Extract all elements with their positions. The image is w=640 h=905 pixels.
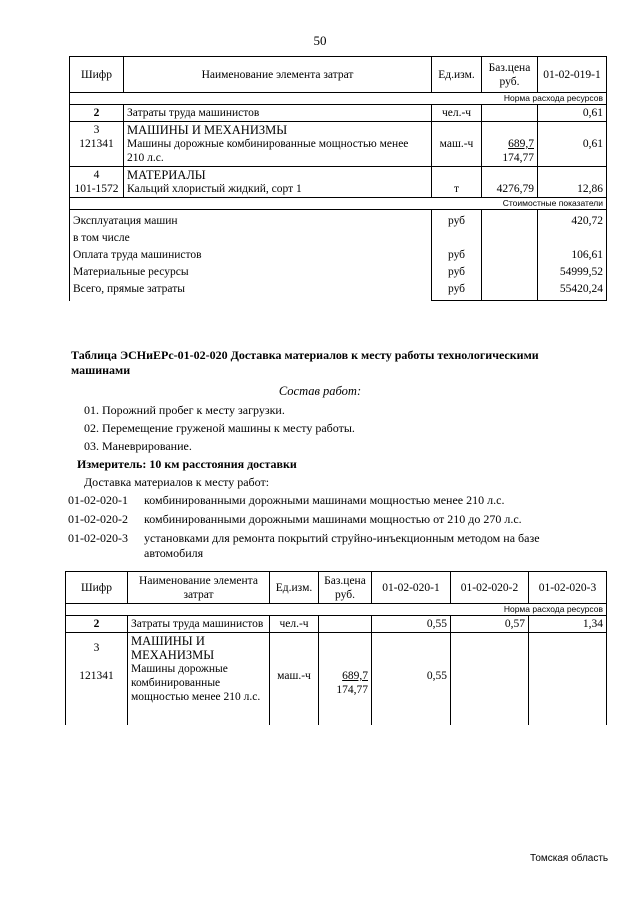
- t2-machines-name: Машины дорожные комбинированные мощностью менее 210 л.с.: [131, 663, 261, 703]
- t2-labor-name: Затраты труда машинистов: [128, 616, 270, 633]
- t2-norm-note: Норма расхода ресурсов: [66, 604, 607, 616]
- materials-shifr-cell: [70, 167, 124, 198]
- footer-region: Томская область: [530, 853, 609, 864]
- cost-label-3: Материальные ресурсы: [73, 266, 189, 278]
- materials-code: 101-1572: [74, 183, 119, 195]
- t2-labor-num: 2: [66, 616, 128, 633]
- t2-header-code-3: 01-02-020-3: [529, 572, 607, 604]
- variant-text-2: комбинированными дорожными машинами мощностью от 210 до 270 л.с.: [144, 512, 522, 526]
- labor-value: 0,61: [538, 105, 607, 122]
- machines-price-cell: [482, 122, 538, 167]
- t2-header-shifr: Шифр: [66, 572, 128, 604]
- cost-unit-1: [435, 231, 478, 248]
- t2-machines-v3: [529, 633, 607, 725]
- header-price: Баз.цена руб.: [482, 57, 538, 93]
- cost-labels-cell: [70, 210, 432, 301]
- cost-value-2: 106,61: [571, 249, 603, 261]
- cost-value-1: [541, 231, 603, 248]
- t2-machines-price-cell: [319, 633, 372, 725]
- materials-num: 4: [93, 169, 100, 181]
- cost-value-0: 420,72: [571, 215, 603, 227]
- machines-name: Машины дорожные комбинированные мощностью менее 210 л.с.: [127, 138, 409, 164]
- variant-code-3: 01-02-020-3: [68, 531, 128, 545]
- section-title: Таблица ЭСНиЕРс-01-02-020 Доставка материалов к месту работы технологическими машинами: [71, 348, 539, 377]
- cost-unit-2: руб: [447, 249, 466, 261]
- delivery-intro: Доставка материалов к месту работ:: [84, 475, 270, 489]
- t2-machines-price-1: 689,7: [342, 670, 368, 682]
- cost-price-empty: [482, 210, 538, 301]
- header-code: 01-02-019-1: [538, 57, 607, 93]
- variant-code-2: 01-02-020-2: [68, 512, 128, 526]
- labor-num: 2: [70, 105, 124, 122]
- materials-unit: т: [432, 167, 482, 198]
- work-item-3: 03. Маневрирование.: [84, 439, 192, 453]
- t2-machines-title: МАШИНЫ И МЕХАНИЗМЫ: [131, 634, 215, 662]
- machines-value: 0,61: [538, 122, 607, 167]
- cost-value-3: 54999,52: [559, 266, 603, 278]
- variant-text-1: комбинированными дорожными машинами мощностью менее 210 л.с.: [144, 493, 505, 507]
- t2-machines-price-2: 174,77: [336, 684, 368, 696]
- norm-note: Норма расхода ресурсов: [70, 93, 607, 105]
- cost-label-2: Оплата труда машинистов: [73, 249, 202, 261]
- t2-labor-v1: 0,55: [372, 616, 451, 633]
- t2-machines-v2: [451, 633, 529, 725]
- t2-machines-name-cell: [128, 633, 270, 725]
- machines-code: 121341: [79, 138, 114, 150]
- page-number: 50: [313, 33, 327, 48]
- labor-unit: чел.-ч: [432, 105, 482, 122]
- header-shifr: Шифр: [70, 57, 124, 93]
- t2-labor-v2: 0,57: [451, 616, 529, 633]
- cost-units-cell: [432, 210, 482, 301]
- labor-name: Затраты труда машинистов: [124, 105, 432, 122]
- t2-labor-price: [319, 616, 372, 633]
- machines-title: МАШИНЫ И МЕХАНИЗМЫ: [127, 123, 288, 137]
- t2-machines-unit: маш.-ч: [270, 633, 319, 725]
- cost-label-4: Всего, прямые затраты: [73, 283, 185, 295]
- machines-price-1: 689,7: [508, 138, 534, 150]
- machines-unit: маш.-ч: [432, 122, 482, 167]
- machines-name-cell: [124, 122, 432, 167]
- machines-price-2: 174,77: [502, 152, 534, 164]
- resource-table-2: [65, 571, 607, 725]
- materials-name-cell: [124, 167, 432, 198]
- header-name: Наименование элемента затрат: [124, 57, 432, 93]
- variant-text-3: установками для ремонта покрытий струйно-инъекционным методом на базе автомобиля: [144, 531, 540, 560]
- work-item-2: 02. Перемещение груженой машины к месту работы.: [84, 421, 355, 435]
- cost-label-1: в том числе: [73, 232, 130, 244]
- t2-machines-num: 3: [93, 642, 100, 654]
- t2-header-code-2: 01-02-020-2: [451, 572, 529, 604]
- cost-values-cell: [538, 210, 607, 301]
- cost-unit-4: руб: [447, 283, 466, 295]
- materials-value: 12,86: [538, 167, 607, 198]
- t2-machines-code: 121341: [79, 670, 114, 682]
- header-unit: Ед.изм.: [432, 57, 482, 93]
- t2-machines-shifr-cell: [66, 633, 128, 725]
- t2-header-name: Наименование элемента затрат: [128, 572, 270, 604]
- machines-shifr-cell: [70, 122, 124, 167]
- t2-header-unit: Ед.изм.: [270, 572, 319, 604]
- cost-unit-3: руб: [447, 266, 466, 278]
- materials-title: МАТЕРИАЛЫ: [127, 168, 206, 182]
- measurer: Измеритель: 10 км расстояния доставки: [77, 457, 297, 471]
- variant-code-1: 01-02-020-1: [68, 493, 128, 507]
- materials-name: Кальций хлористый жидкий, сорт 1: [127, 183, 302, 195]
- cost-label-0: Эксплуатация машин: [73, 215, 178, 227]
- work-composition-heading: Состав работ:: [278, 384, 362, 398]
- resource-table-1: [69, 56, 607, 301]
- t2-labor-v3: 1,34: [529, 616, 607, 633]
- t2-header-price: Баз.цена руб.: [319, 572, 372, 604]
- t2-machines-v1: 0,55: [372, 633, 451, 725]
- labor-price: [482, 105, 538, 122]
- cost-note: Стоимостные показатели: [70, 198, 607, 210]
- work-item-1: 01. Порожний пробег к месту загрузки.: [84, 403, 285, 417]
- cost-value-4: 55420,24: [559, 283, 603, 295]
- cost-unit-0: руб: [447, 215, 466, 227]
- materials-price: 4276,79: [482, 167, 538, 198]
- t2-labor-unit: чел.-ч: [270, 616, 319, 633]
- t2-header-code-1: 01-02-020-1: [372, 572, 451, 604]
- machines-num: 3: [93, 124, 100, 136]
